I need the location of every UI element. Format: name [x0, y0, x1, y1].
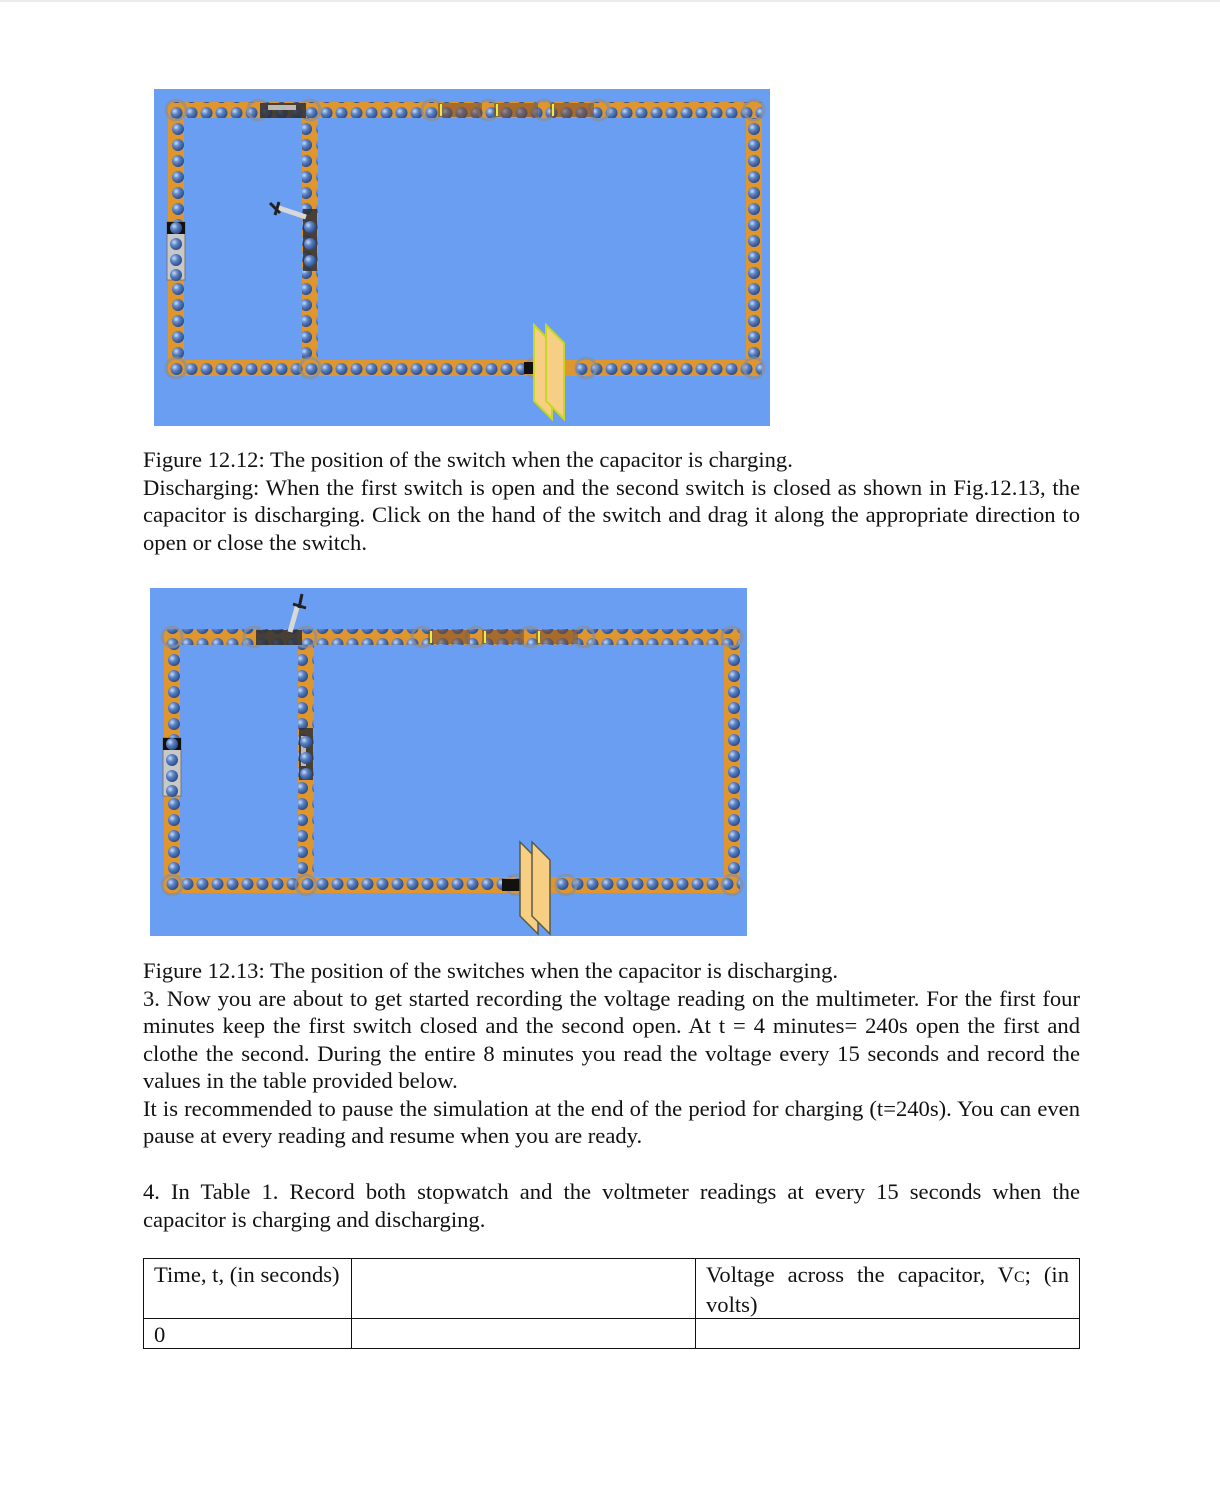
top-wire-components	[428, 630, 578, 644]
top-wire-components	[438, 103, 594, 117]
step-3-paragraph: 3. Now you are about to get started recording the voltage reading on the multimeter. For the first four minutes keep the first switch closed and the second open. At t = 4 minutes= 240s open the first and clothe the second. During the entire 8 minutes you read the voltage every 15 seconds and record the values in the table provided below.	[143, 985, 1080, 1093]
capacitor	[524, 325, 564, 419]
wire-loop	[168, 102, 762, 376]
figure-12-13-section	[143, 957, 1080, 1150]
step-4-section	[143, 1178, 1080, 1233]
header-time-label: Time, t, (in seconds)	[154, 1262, 340, 1287]
page-top-edge	[0, 0, 1220, 2]
header-time	[144, 1259, 352, 1319]
circuit-figure-charging	[154, 89, 770, 426]
header-voltage-sub: C	[1013, 1269, 1025, 1286]
switch-1-open	[256, 594, 306, 645]
recommendation-paragraph: It is recommended to pause the simulation at the end of the period for charging (t=240s). You can even pause at every reading and resume when you are ready.	[143, 1095, 1080, 1148]
table-row	[144, 1319, 1080, 1349]
circuit-figure-discharging	[150, 588, 747, 936]
table-header-row	[144, 1259, 1080, 1319]
switch-1-closed	[260, 103, 306, 118]
measurement-table	[143, 1258, 1080, 1349]
figure-caption: Figure 12.13: The position of the switches when the capacitor is discharging.	[143, 958, 839, 983]
cell-middle[interactable]	[352, 1319, 696, 1349]
wire-loop	[164, 629, 740, 893]
figure-12-12-section	[143, 446, 1080, 556]
header-voltage	[696, 1259, 1080, 1319]
header-middle[interactable]	[352, 1259, 696, 1319]
capacitor	[502, 842, 550, 934]
figure-caption: Figure 12.12: The position of the switch when the capacitor is charging.	[143, 447, 793, 472]
cell-time[interactable]: 0	[144, 1319, 352, 1349]
discharging-paragraph: Discharging: When the first switch is open and the second switch is closed as shown in Fig.12.13, the capacitor is discharging. Click on the hand of the switch and drag it along the appropriate direction to open or close the switch.	[143, 474, 1080, 555]
circuit-diagram	[150, 588, 747, 936]
cell-voltage[interactable]	[696, 1319, 1080, 1349]
circuit-diagram	[154, 89, 770, 426]
step-4-paragraph: 4. In Table 1. Record both stopwatch and the voltmeter readings at every 15 seconds when the capacitor is charging and discharging.	[143, 1179, 1080, 1232]
header-voltage-pre: Voltage across the capacitor, V	[706, 1262, 1014, 1287]
header-voltage-post: ; (in volts)	[706, 1262, 1069, 1317]
